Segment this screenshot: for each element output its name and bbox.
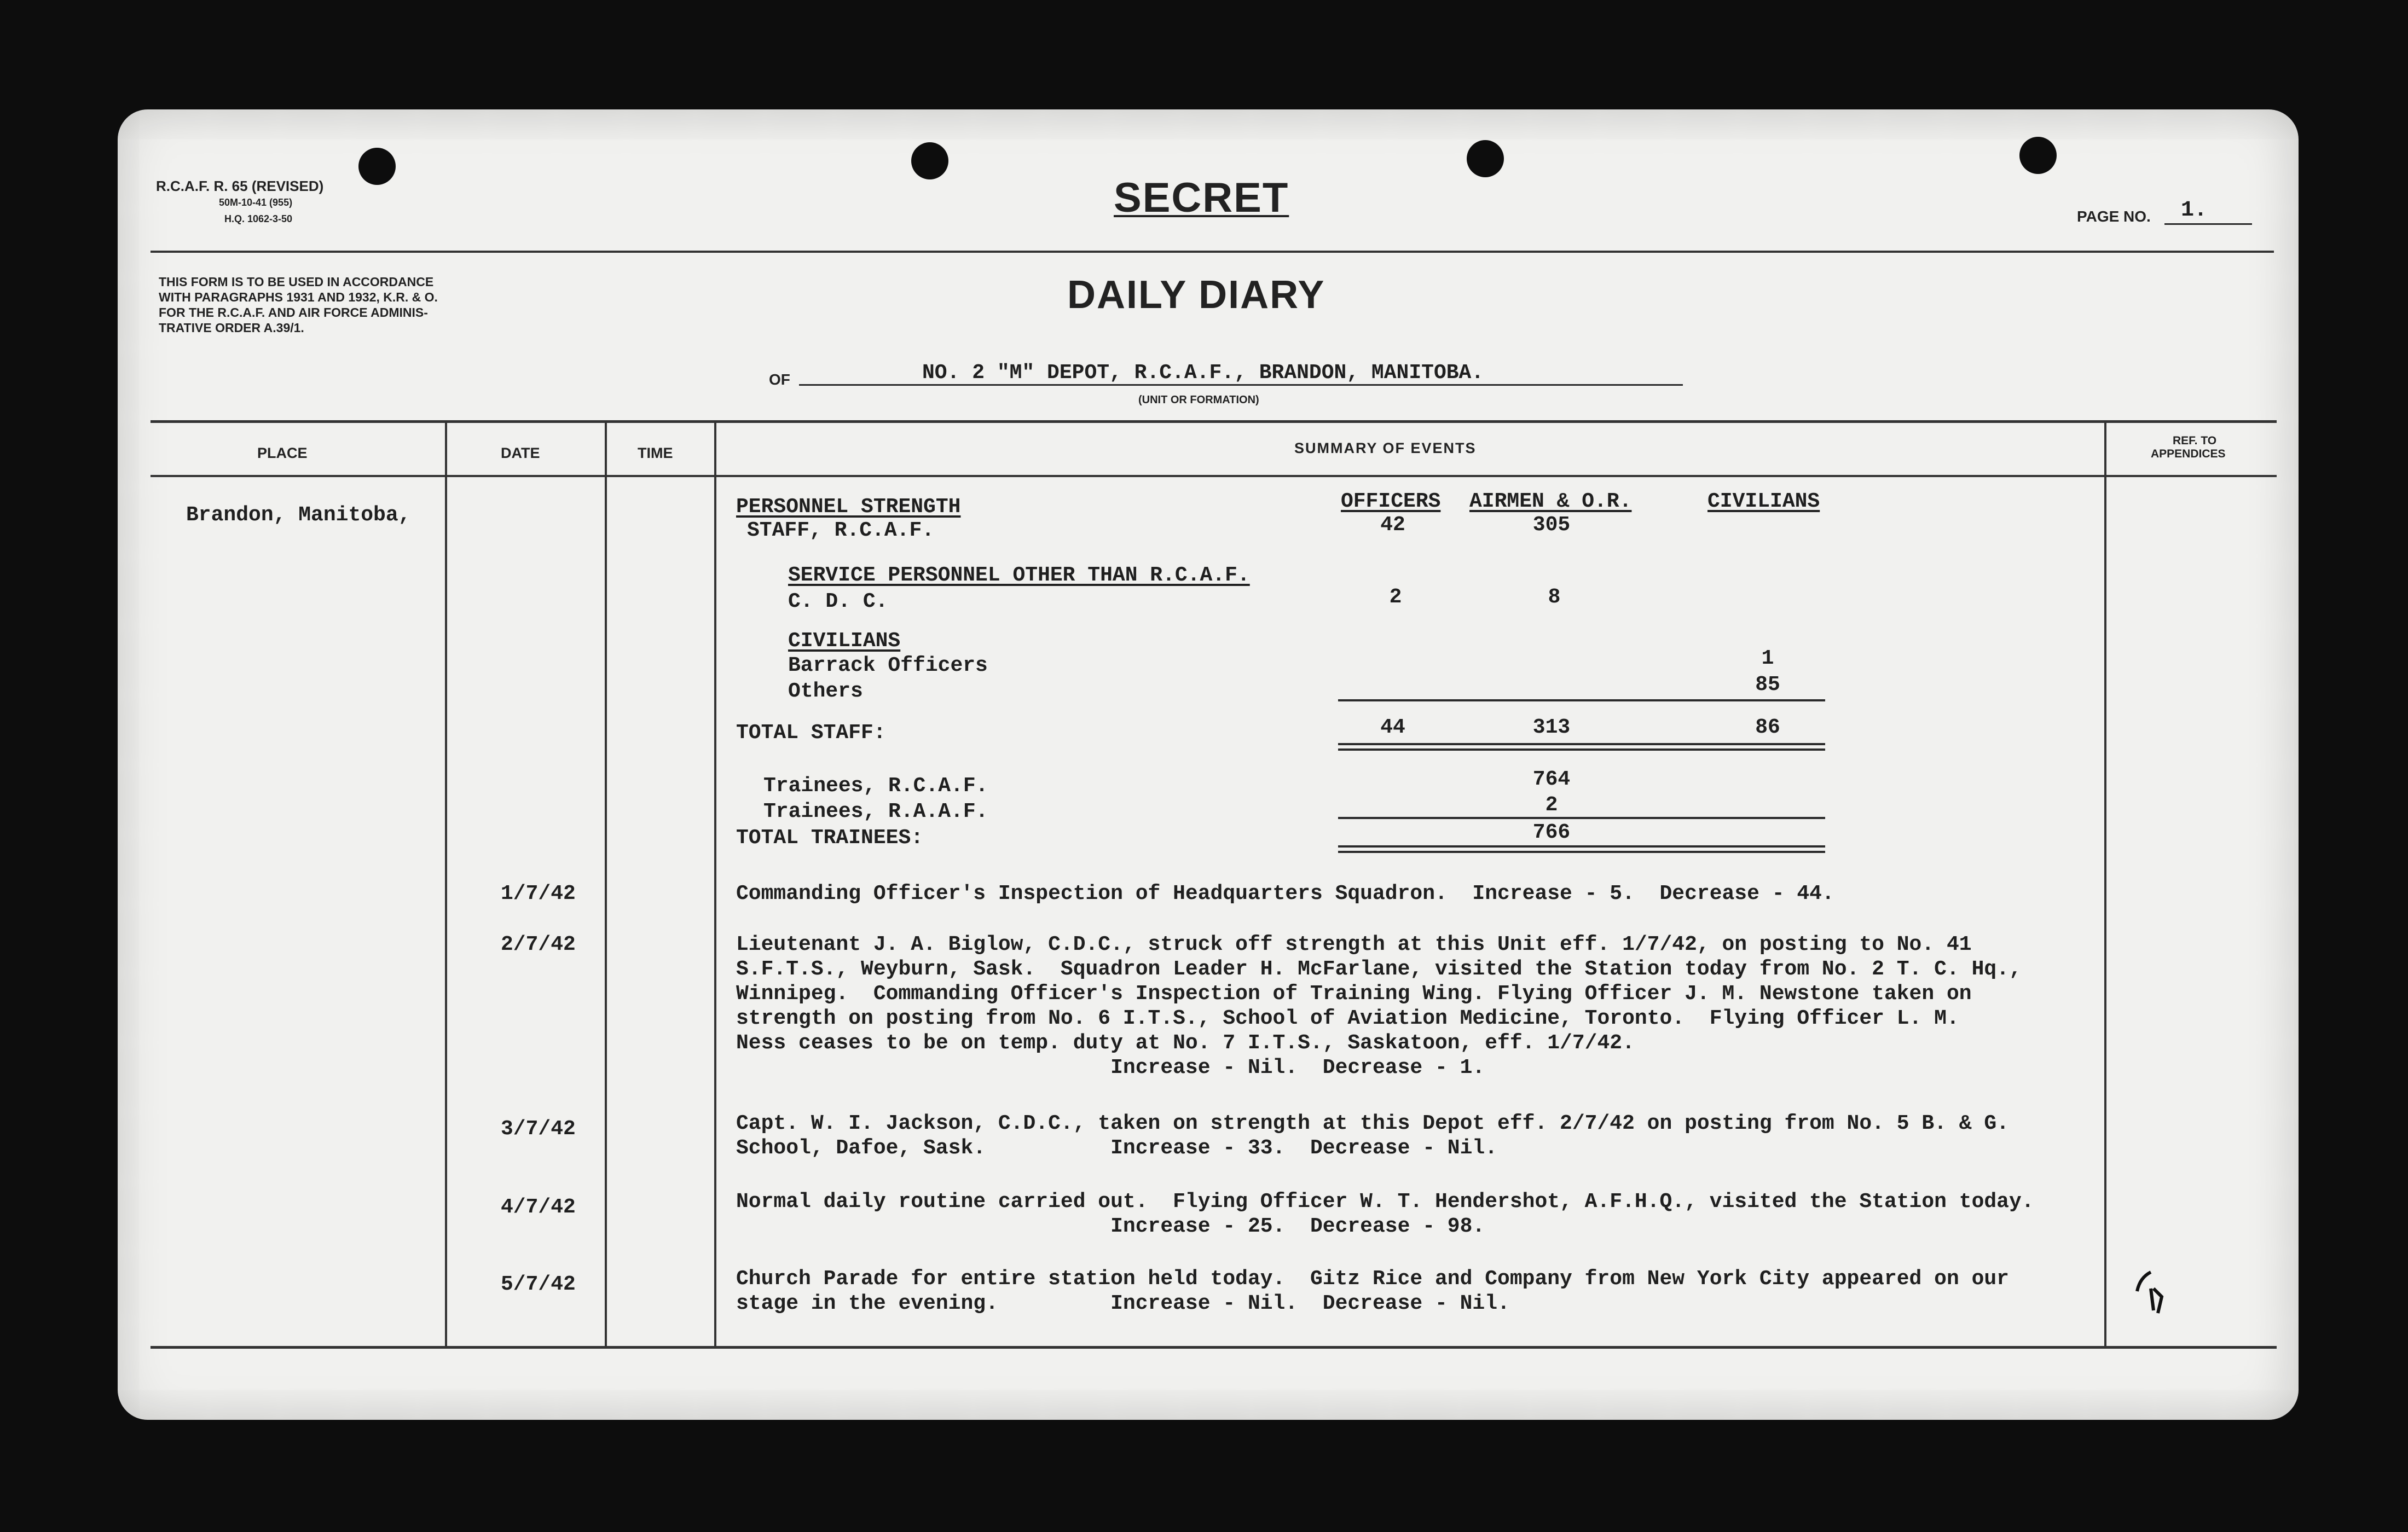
total-double-rule [1338,743,1825,745]
trainees-double-rule [1338,845,1825,848]
entry-text: Winnipeg. Commanding Officer's Inspection of Training Wing. Flying Officer J. M. Newstone taken on [736,982,1972,1006]
entry-text: Ness ceases to be on temp. duty at No. 7 I.T.S., Saskatoon, eff. 1/7/42. [736,1031,1635,1055]
trainees-raaf-value: 2 [1545,793,1558,817]
column-header-rule [150,475,2277,477]
header-divider [150,251,2274,253]
total-trainees-value: 766 [1532,821,1571,844]
column-header-date: DATE [501,445,540,461]
page-number: 1. [2181,198,2208,223]
entry-date: 5/7/42 [501,1273,576,1296]
total-airmen-value: 313 [1532,716,1571,739]
entry-text: School, Dafoe, Sask. Increase - 33. Decrease - Nil. [736,1136,1498,1160]
continuation-arrow-mark [2132,1264,2181,1324]
column-header-summary: SUMMARY OF EVENTS [1294,440,1477,456]
unit-name: NO. 2 "M" DEPOT, R.C.A.F., BRANDON, MANITOBA. [922,361,1484,385]
subtotal-rule [1338,699,1825,701]
entry-date: 3/7/42 [501,1117,576,1141]
service-personnel-heading: SERVICE PERSONNEL OTHER THAN R.C.A.F. [788,564,1250,587]
column-header-ref: REF. TO [2173,434,2217,447]
column-divider [445,422,447,1347]
punch-hole [911,142,948,179]
column-header-ref: APPENDICES [2151,448,2226,460]
form-number: R.C.A.F. R. 65 (REVISED) [156,178,324,194]
place-entry: Brandon, Manitoba, [186,503,411,527]
punch-hole [1467,140,1504,177]
barrack-officers-label: Barrack Officers [788,654,988,677]
of-label: OF [769,371,790,388]
cdc-airmen-value: 8 [1548,585,1561,609]
trainees-subtotal-rule [1338,817,1825,819]
entry-text: Lieutenant J. A. Biglow, C.D.C., struck off strength at this Unit eff. 1/7/42, on posting to No. 41 [736,933,1972,956]
page-number-underline [2164,223,2252,225]
entry-date: 4/7/42 [501,1196,576,1219]
column-divider [2104,422,2106,1347]
punch-hole [358,148,396,185]
strength-heading: PERSONNEL STRENGTH [736,495,961,519]
column-header-time: TIME [638,445,673,461]
instructions-line: FOR THE R.C.A.F. AND AIR FORCE ADMINIS- [159,305,428,320]
column-divider [605,422,607,1347]
entry-text: Increase - Nil. Decrease - 1. [736,1056,1485,1080]
total-officers-value: 44 [1380,716,1405,739]
entry-text: Capt. W. I. Jackson, C.D.C., taken on strength at this Depot eff. 2/7/42 on posting from No. 5 B. & G. [736,1112,2009,1135]
staff-airmen-value: 305 [1532,513,1571,537]
column-divider [714,422,716,1347]
civilians-heading: CIVILIANS [788,629,901,653]
punch-hole [2019,137,2057,174]
entry-text: S.F.T.S., Weyburn, Sask. Squadron Leader H. McFarlane, visited the Station today from No. 2 T. C. Hq., [736,958,2022,981]
entry-text: strength on posting from No. 6 I.T.S., School of Aviation Medicine, Toronto. Flying Officer L. M. [736,1007,1959,1030]
table-bottom-rule [150,1346,2277,1349]
column-airmen: AIRMEN & O.R. [1469,490,1632,513]
trainees-rcaf-value: 764 [1532,768,1571,791]
total-staff-label: TOTAL STAFF: [736,721,886,745]
cdc-label: C. D. C. [788,590,888,613]
others-value: 85 [1755,673,1780,697]
staff-officers-value: 42 [1380,513,1405,537]
entry-date: 1/7/42 [501,882,576,906]
staff-label: STAFF, R.C.A.F. [747,519,935,542]
total-civilians-value: 86 [1755,716,1780,739]
instructions-line: WITH PARAGRAPHS 1931 AND 1932, K.R. & O. [159,290,438,304]
instructions-line: THIS FORM IS TO BE USED IN ACCORDANCE [159,275,434,289]
print-code: 50M-10-41 (955) [219,197,293,208]
instructions-line: TRATIVE ORDER A.39/1. [159,321,304,335]
unit-caption: (UNIT OR FORMATION) [1138,394,1259,406]
entry-text: Church Parade for entire station held today. Gitz Rice and Company from New York City appeared on our [736,1267,2009,1291]
trainees-raaf-label: Trainees, R.A.A.F. [763,800,988,823]
diary-title: DAILY DIARY [1067,273,1325,317]
column-header-place: PLACE [257,445,308,461]
entry-date: 2/7/42 [501,933,576,956]
total-trainees-label: TOTAL TRAINEES: [736,826,924,850]
total-double-rule [1338,748,1825,751]
print-code: H.Q. 1062-3-50 [224,213,293,224]
column-civilians: CIVILIANS [1707,490,1820,513]
entry-text: Increase - 25. Decrease - 98. [736,1215,1485,1238]
entry-text: Normal daily routine carried out. Flying Officer W. T. Hendershot, A.F.H.Q., visited the Station today. [736,1190,2034,1214]
trainees-rcaf-label: Trainees, R.C.A.F. [763,774,988,798]
trainees-double-rule [1338,851,1825,853]
barrack-officers-value: 1 [1761,647,1774,670]
table-top-rule [150,420,2277,423]
others-label: Others [788,680,863,703]
diary-form-card [118,109,2299,1420]
column-officers: OFFICERS [1341,490,1441,513]
cdc-officers-value: 2 [1389,585,1402,609]
page-number-label: PAGE NO. [2077,208,2151,225]
entry-text: stage in the evening. Increase - Nil. Decrease - Nil. [736,1292,1510,1315]
classification-heading: SECRET [1114,175,1289,221]
entry-text: Commanding Officer's Inspection of Headquarters Squadron. Increase - 5. Decrease - 44. [736,882,1834,906]
